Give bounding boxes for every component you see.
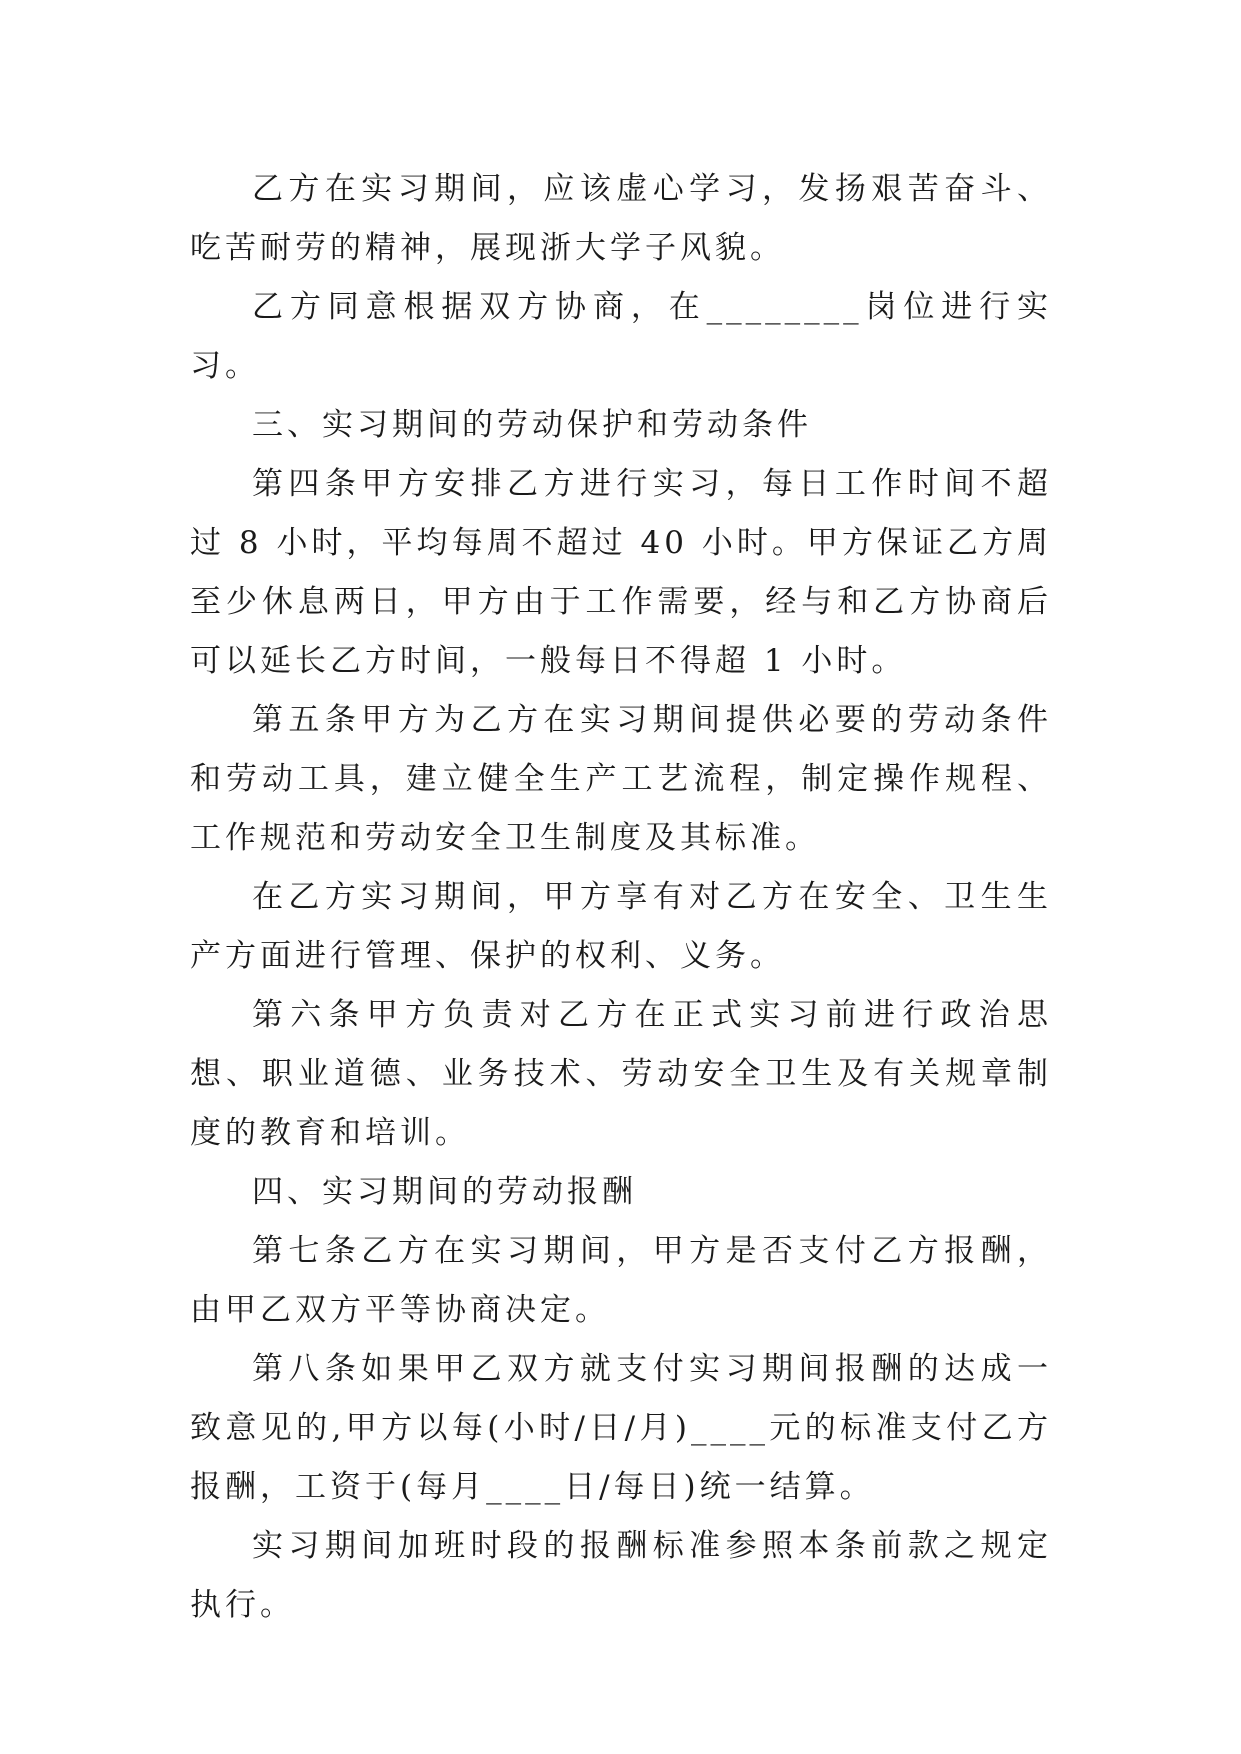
paragraph-internship-position: 乙方同意根据双方协商，在________岗位进行实习。 bbox=[190, 289, 1052, 384]
paragraph-study-attitude: 乙方在实习期间，应该虚心学习，发扬艰苦奋斗、吃苦耐劳的精神，展现浙大学子风貌。 bbox=[190, 171, 1052, 266]
section-heading-remuneration: 四、实习期间的劳动报酬 bbox=[252, 1174, 637, 1210]
paragraph-article-7: 第七条乙方在实习期间，甲方是否支付乙方报酬，由甲乙双方平等协商决定。 bbox=[190, 1233, 1052, 1328]
paragraph-management-rights: 在乙方实习期间，甲方享有对乙方在安全、卫生生产方面进行管理、保护的权利、义务。 bbox=[190, 879, 1052, 974]
paragraph-article-4: 第四条甲方安排乙方进行实习，每日工作时间不超过 8 小时，平均每周不超过 40 小时。甲方保证乙方周至少休息两日，甲方由于工作需要，经与和乙方协商后可以延长乙方时间，一般每日不得超 1 小时。 bbox=[190, 466, 1052, 679]
section-heading-labor-protection: 三、实习期间的劳动保护和劳动条件 bbox=[252, 407, 812, 443]
paragraph-article-8: 第八条如果甲乙双方就支付实习期间报酬的达成一致意见的,甲方以每(小时/日/月)____元的标准支付乙方报酬，工资于(每月____日/每日)统一结算。 bbox=[190, 1351, 1052, 1505]
document-page bbox=[190, 160, 1052, 1635]
paragraph-overtime: 实习期间加班时段的报酬标准参照本条前款之规定执行。 bbox=[190, 1528, 1052, 1623]
paragraph-article-6: 第六条甲方负责对乙方在正式实习前进行政治思想、职业道德、业务技术、劳动安全卫生及有关规章制度的教育和培训。 bbox=[190, 997, 1052, 1151]
paragraph-article-5: 第五条甲方为乙方在实习期间提供必要的劳动条件和劳动工具，建立健全生产工艺流程，制定操作规程、工作规范和劳动安全卫生制度及其标准。 bbox=[190, 702, 1052, 856]
